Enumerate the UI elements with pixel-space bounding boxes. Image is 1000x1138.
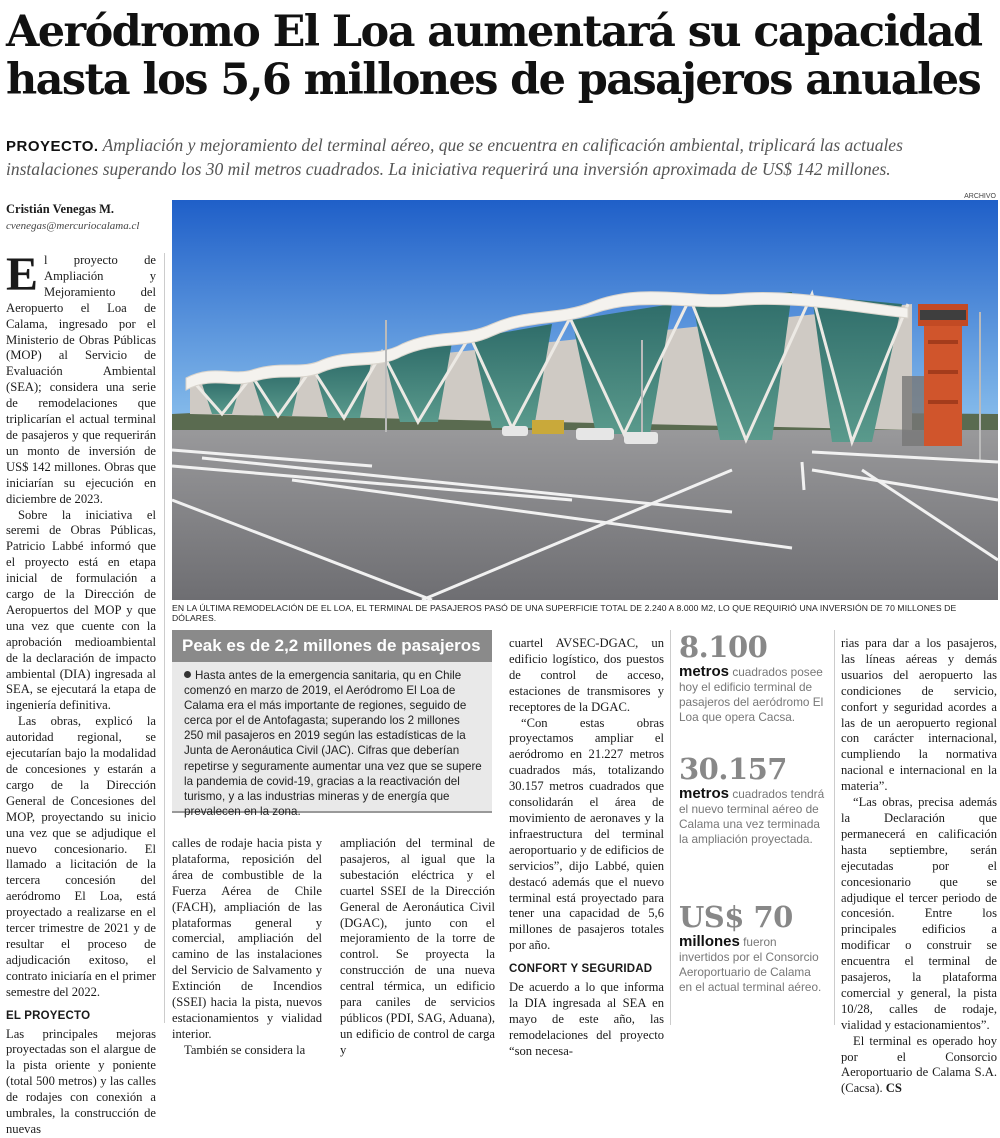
column-divider xyxy=(834,630,835,1025)
paragraph: “Las obras, precisa además la Declaración que permanecerá en calificación hasta septiembre, serán ejecutadas por el concesionario que se adjudique el tercer periodo de concesión. Entre los principales edificios a modificar o construir se encuentra el terminal de pasajeros, la plataforma comercial y general, la pista 10/28, calles de rodaje, vialidad y estacionamientos”. xyxy=(841,795,997,1032)
stat-number: 8.100 xyxy=(679,630,768,664)
stat-text: millones fueron invertidos por el Consorcio Aeroportuario de Calama en el actual terminal aéreo. xyxy=(679,933,822,994)
section-heading: EL PROYECTO xyxy=(6,1009,91,1022)
section-heading: CONFORT Y SEGURIDAD xyxy=(509,963,653,976)
author-name: Cristián Venegas M. xyxy=(6,202,114,216)
paragraph: También se considera la xyxy=(184,1042,306,1057)
lead-kicker: PROYECTO. xyxy=(6,138,99,155)
stat-text: metros cuadrados posee hoy el edificio terminal de pasajeros del aeródromo El Loa que opera Cacsa. xyxy=(679,663,824,724)
stat-number: US$ 70 xyxy=(679,900,793,934)
drop-cap: E xyxy=(6,248,39,301)
column-divider xyxy=(164,253,165,1023)
paragraph: ampliación del terminal de pasajeros, al igual que la subestación eléctrica y el cuartel SSEI de la Dirección General de Aeronáutica Civil (DGAC), junto con el mejoramiento de la torre de control. Se proyecta la construcción de una nueva central térmica, un edificio para caniles de servicios públicos (PDI, SAG, Aduana), un edificio de control de carga y xyxy=(340,836,495,1057)
paragraph: El terminal es operado hoy por el Consorcio Aeroportuario de Calama S.A. (Cacsa). CS xyxy=(841,1033,997,1096)
sidebar-box xyxy=(172,630,492,818)
airport-terminal-illustration xyxy=(172,200,998,600)
article-column-2 xyxy=(172,836,322,1059)
paragraph: calles de rodaje hacia pista y plataforma, reposición del área de combustible de la Fuerza Aérea de Chile (FACH), ampliación de las plataformas general y comercial, ampliación del camino de las instalaciones del Servicio de Salvamento y Extinción de Incendios (SSEI) hacia la pista, nuevos estacionamientos y vialidad interior. xyxy=(172,836,322,1041)
author-email: cvenegas@mercuriocalama.cl xyxy=(6,220,140,232)
stat-number: 30.157 xyxy=(679,752,787,786)
paragraph: rias para dar a los pasajeros, las líneas aéreas y demás usuarios del aeropuerto las condiciones de servicio, confort y seguridad acordes a las de un aeropuerto regional con carácter internacional, cumpliendo la normativa nacional e internacional en la materia”. xyxy=(841,636,997,794)
paragraph: De acuerdo a lo que informa la DIA ingresada al SEA en mayo de este año, las remodelaciones del proyecto “son necesa- xyxy=(509,980,664,1058)
lead-paragraph xyxy=(6,134,996,180)
paragraph: El proyecto de Ampliación y Mejoramiento del Aeropuerto el Loa de Calama, ingresado por el Ministerio de Obras Públicas (MOP) al Servicio de Evaluación Ambiental (SEA); considera una serie de remodelaciones que triplicarían el actual terminal de pasajeros y que requerirán un monto de inversión de US$ 142 millones. Obras que iniciarían su ejecución en diciembre de 2023. xyxy=(6,248,156,506)
article-column-3 xyxy=(340,836,495,1059)
paragraph: “Con estas obras proyectamos ampliar el aeródromo en 21.227 metros cuadrados más, totalizando 30.157 metros cuadrados que consolidarán el área de movimiento de aeronaves y la infraestructura del terminal aeroportuario y de edificios de servicios”, dijo Labbé, quien destacó además que el nuevo terminal está proyectado para tener una capacidad de 5,6 millones de pasajeros totales por año. xyxy=(509,715,664,953)
airport-terminal-photo xyxy=(172,200,998,600)
byline xyxy=(6,202,166,232)
article-column-1 xyxy=(6,248,156,1138)
bullet-icon xyxy=(184,671,191,678)
stat-text: metros cuadrados tendrá el nuevo terminal aéreo de Calama una vez terminada la ampliación proyectada. xyxy=(679,785,825,846)
stat-block xyxy=(679,752,826,847)
sidebar-box-title: Peak es de 2,2 millones de pasajeros xyxy=(172,630,492,662)
end-mark: CS xyxy=(885,1081,902,1096)
headline: Aeródromo El Loa aumentará su capacidad hasta los 5,6 millones de pasajeros anuales xyxy=(6,7,982,105)
paragraph: cuartel AVSEC-DGAC, un edificio logístico, dos puestos de control de acceso, estaciones de transmisores y receptores de la DGAC. xyxy=(509,636,664,714)
photo-caption: EN LA ÚLTIMA REMODELACIÓN DE EL LOA, EL TERMINAL DE PASAJEROS PASÓ DE UNA SUPERFICIE TOTAL DE 2.240 A 8.000 M2, LO QUE REQUIRIÓ UNA INVERSIÓN DE 70 MILLONES DE DÓLARES. xyxy=(172,603,957,623)
article-column-4 xyxy=(509,636,664,1060)
column-divider xyxy=(670,630,671,1025)
sidebar-box-text: Hasta antes de la emergencia sanitaria, qu en Chile comenzó en marzo de 2019, el Aeródromo El Loa de Calama era el más importante de regiones, seguido de cerca por el de Antofagasta; superando los 2 millones 250 mil pasajeros en 2019 según las estadísticas de la Junta de Aeronáutica Civil (JAC). Cifras que deberían repetirse y seguramente aumentar una vez que se supere la pandemia de covid-19, gracias a la reactivación del turismo, y a las industrias mineras y de energía que prevalecen en la zona. xyxy=(184,669,482,818)
paragraph: Las obras, explicó la autoridad regional, se ejecutarían bajo la modalidad de concesiones y estarán a cargo de la Dirección General de Concesiones del MOP, proyectando su inicio una vez que se adjudique el nuevo concesionario. El llamado a licitación de la tercera concesión del aeródromo El Loa, está proyectado a realizarse en el tercer trimestre de 2021 y de resultar el proceso de adjudicación exitoso, el contrato iniciaría en el primer semestre del 2022. xyxy=(6,714,156,999)
lead-text: Ampliación y mejoramiento del terminal aéreo, que se encuentra en calificación ambiental, triplicará las actuales instalaciones superando los 30 mil metros cuadrados. La iniciativa requerirá una inversión aproximada de US$ 142 millones. xyxy=(6,135,903,179)
photo-credit: ARCHIVO xyxy=(964,193,996,200)
stat-block xyxy=(679,630,826,725)
paragraph: Sobre la iniciativa el seremi de Obras Públicas, Patricio Labbé informó que el proyecto está en etapa inicial de formulación a cargo de la Dirección de Aeropuertos del MOP y que una vez que cuente con la aprobación medioambiental de la declaración de impacto ambiental (DIA) ingresada al SEA, se ejecutará la etapa de ingeniería definitiva. xyxy=(6,507,156,713)
stat-block xyxy=(679,900,826,995)
article-column-6 xyxy=(841,636,997,1097)
paragraph: Las principales mejoras proyectadas son el alargue de la pista oriente y poniente (total 500 metros) y las calles de rodajes con conexión a umbrales, la construcción de nuevas xyxy=(6,1026,156,1136)
